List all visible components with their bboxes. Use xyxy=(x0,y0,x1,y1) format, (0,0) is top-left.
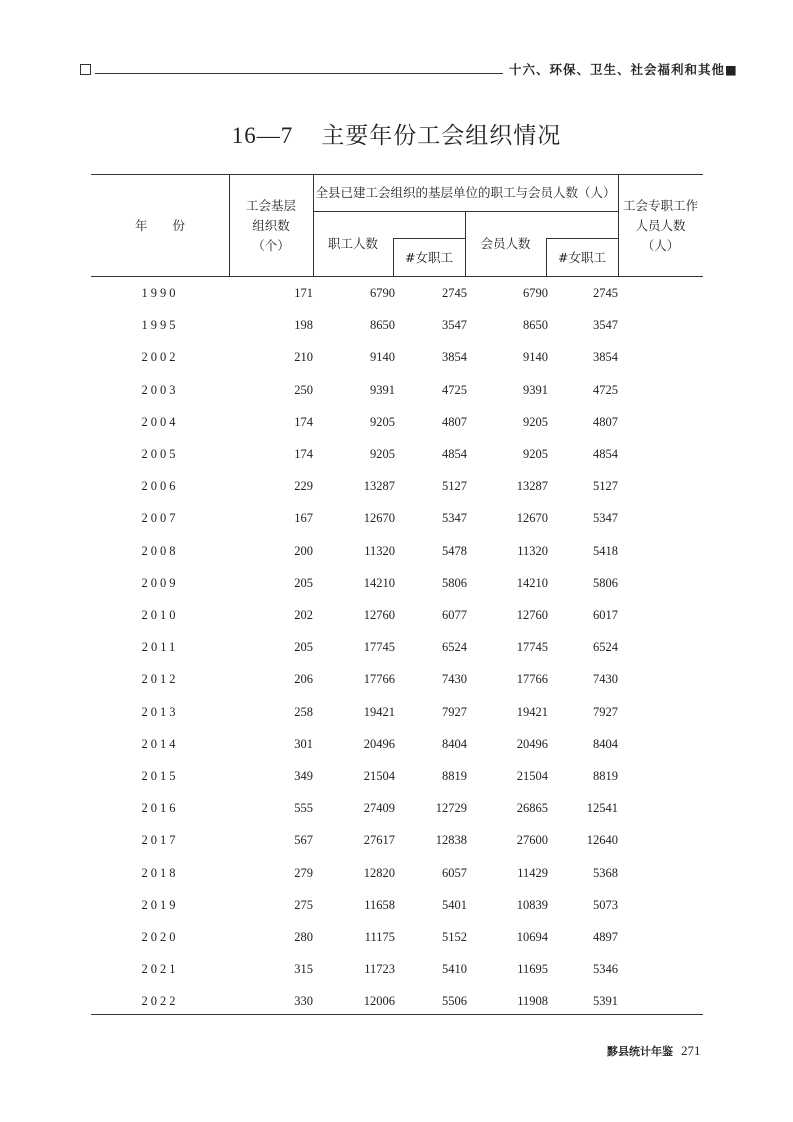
table-row xyxy=(91,476,703,496)
cell-female-members: 5806 xyxy=(593,575,618,590)
cell-members: 9140 xyxy=(523,350,548,365)
cell-female-employees: 6057 xyxy=(442,865,467,880)
cell-members: 21504 xyxy=(516,769,548,783)
cell-members: 9391 xyxy=(523,382,548,397)
header-staff-line: 工会专职工作 xyxy=(622,198,698,213)
cell-members: 10694 xyxy=(516,930,548,944)
cell-employees: 20496 xyxy=(363,736,395,751)
cell-employees: 12006 xyxy=(363,994,395,1009)
header-female-employees: #女职工 xyxy=(405,250,453,265)
cell-employees: 8650 xyxy=(370,318,395,333)
cell-female-members: 2745 xyxy=(593,286,618,300)
cell-orgs: 279 xyxy=(294,865,313,880)
cell-female-employees: 5806 xyxy=(442,575,467,590)
cell-female-members: 6524 xyxy=(593,640,618,655)
cell-employees: 11723 xyxy=(364,962,395,977)
cell-orgs: 330 xyxy=(294,994,313,1009)
cell-employees: 11658 xyxy=(364,897,395,912)
cell-year: 2006 xyxy=(141,479,179,494)
cell-orgs: 200 xyxy=(294,543,313,558)
table-row xyxy=(91,444,703,464)
cell-orgs: 275 xyxy=(294,897,313,912)
cell-employees: 9205 xyxy=(370,414,395,429)
cell-orgs: 174 xyxy=(294,447,313,461)
cell-female-members: 4897 xyxy=(593,930,618,944)
book-name: 黟县统计年鉴 xyxy=(607,1045,673,1058)
table-row xyxy=(91,669,703,689)
cell-female-employees: 5506 xyxy=(442,994,467,1009)
cell-year: 2014 xyxy=(141,736,179,751)
table-row xyxy=(91,991,703,1011)
header-group: 全县已建工会组织的基层单位的职工与会员人数（人） xyxy=(315,185,616,200)
cell-employees: 14210 xyxy=(363,575,395,590)
table-row xyxy=(91,283,703,303)
cell-orgs: 349 xyxy=(294,769,313,783)
cell-employees: 27409 xyxy=(363,801,395,816)
cell-employees: 27617 xyxy=(363,833,395,848)
table-row xyxy=(91,541,703,561)
cell-members: 10839 xyxy=(516,897,548,912)
cell-female-employees: 12838 xyxy=(435,833,467,848)
table-bottom-rule xyxy=(91,1014,703,1015)
header-rule xyxy=(95,73,503,74)
cell-employees: 11320 xyxy=(364,543,395,558)
table-row xyxy=(91,734,703,754)
cell-year: 2003 xyxy=(141,382,179,397)
cell-female-employees: 12729 xyxy=(435,801,467,816)
header-orgs-line: 组织数 xyxy=(252,218,290,233)
cell-members: 13287 xyxy=(516,479,548,494)
cell-female-employees: 7430 xyxy=(442,672,467,687)
page-number: 271 xyxy=(681,1043,701,1058)
cell-female-members: 5418 xyxy=(593,543,618,558)
table-row xyxy=(91,573,703,593)
cell-female-members: 3547 xyxy=(593,318,618,333)
cell-female-employees: 3547 xyxy=(442,318,467,333)
cell-female-members: 7430 xyxy=(593,672,618,687)
cell-employees: 12820 xyxy=(363,865,395,880)
cell-year: 1990 xyxy=(141,286,179,300)
cell-members: 17745 xyxy=(516,640,548,655)
table-row xyxy=(91,508,703,528)
cell-orgs: 210 xyxy=(294,350,313,365)
table-top-rule xyxy=(91,174,703,175)
cell-female-members: 12640 xyxy=(586,833,618,848)
cell-members: 19421 xyxy=(516,704,548,719)
header-staff xyxy=(618,196,703,256)
cell-members: 11320 xyxy=(517,543,548,558)
cell-orgs: 555 xyxy=(294,801,313,816)
header-staff-line: 人员人数 xyxy=(635,218,686,233)
cell-members: 17766 xyxy=(516,672,548,687)
page-footer xyxy=(607,1043,701,1059)
cell-female-employees: 5347 xyxy=(442,511,467,526)
cell-female-members: 4854 xyxy=(593,447,618,461)
cell-orgs: 250 xyxy=(294,382,313,397)
cell-employees: 6790 xyxy=(370,286,395,300)
cell-year: 2019 xyxy=(141,897,179,912)
cell-female-employees: 7927 xyxy=(442,704,467,719)
table-row xyxy=(91,412,703,432)
cell-female-members: 5368 xyxy=(593,865,618,880)
cell-members: 6790 xyxy=(523,286,548,300)
cell-year: 2012 xyxy=(141,672,179,687)
cell-female-members: 5347 xyxy=(593,511,618,526)
cell-year: 2004 xyxy=(141,414,179,429)
header-orgs xyxy=(229,196,313,256)
cell-employees: 17745 xyxy=(363,640,395,655)
cell-members: 11695 xyxy=(517,962,548,977)
cell-members: 27600 xyxy=(516,833,548,848)
cell-year: 2010 xyxy=(141,608,179,622)
header-orgs-line: （个） xyxy=(252,238,290,253)
cell-employees: 9140 xyxy=(370,350,395,365)
cell-female-employees: 6524 xyxy=(442,640,467,655)
table-row xyxy=(91,605,703,625)
cell-year: 2017 xyxy=(141,833,179,848)
header-square-icon xyxy=(80,64,91,75)
cell-members: 12670 xyxy=(516,511,548,526)
table-header-rule xyxy=(91,276,703,277)
header-staff-line: （人） xyxy=(641,238,680,253)
cell-employees: 12670 xyxy=(363,511,395,526)
cell-female-employees: 8404 xyxy=(442,736,467,751)
page-title xyxy=(0,117,793,150)
cell-orgs: 206 xyxy=(294,672,313,687)
cell-year: 2009 xyxy=(141,575,179,590)
cell-orgs: 198 xyxy=(294,318,313,333)
table-row xyxy=(91,766,703,786)
cell-female-members: 6017 xyxy=(593,608,618,622)
table-row xyxy=(91,315,703,335)
cell-members: 11908 xyxy=(517,994,548,1009)
cell-employees: 13287 xyxy=(363,479,395,494)
cell-orgs: 174 xyxy=(294,414,313,429)
cell-year: 2015 xyxy=(141,769,179,783)
cell-members: 14210 xyxy=(516,575,548,590)
cell-orgs: 229 xyxy=(294,479,313,494)
cell-year: 2021 xyxy=(141,962,179,977)
cell-female-employees: 6077 xyxy=(442,608,467,622)
table-row xyxy=(91,895,703,915)
header-divider xyxy=(546,238,618,239)
cell-members: 26865 xyxy=(516,801,548,816)
table-row xyxy=(91,702,703,722)
cell-female-members: 7927 xyxy=(593,704,618,719)
cell-orgs: 171 xyxy=(294,286,313,300)
cell-year: 2002 xyxy=(141,350,179,365)
header-year: 年 份 xyxy=(134,218,185,233)
section-header: 十六、环保、卫生、社会福利和其他■ xyxy=(509,62,738,77)
cell-female-employees: 2745 xyxy=(442,286,467,300)
cell-year: 2011 xyxy=(141,640,179,655)
cell-female-members: 4725 xyxy=(593,382,618,397)
table-row xyxy=(91,380,703,400)
header-orgs-line: 工会基层 xyxy=(245,198,296,213)
cell-orgs: 205 xyxy=(294,575,313,590)
cell-year: 2008 xyxy=(141,543,179,558)
cell-female-employees: 5152 xyxy=(442,930,467,944)
table-row xyxy=(91,798,703,818)
cell-members: 8650 xyxy=(523,318,548,333)
cell-female-members: 8819 xyxy=(593,769,618,783)
table-row xyxy=(91,347,703,367)
header-divider xyxy=(393,238,465,239)
table-row xyxy=(91,927,703,947)
cell-female-members: 8404 xyxy=(593,736,618,751)
cell-orgs: 280 xyxy=(294,930,313,944)
cell-female-members: 5391 xyxy=(593,994,618,1009)
cell-members: 11429 xyxy=(517,865,548,880)
cell-year: 2016 xyxy=(141,801,179,816)
cell-year: 2020 xyxy=(141,930,179,944)
table-row xyxy=(91,830,703,850)
cell-orgs: 258 xyxy=(294,704,313,719)
table-row xyxy=(91,959,703,979)
cell-female-members: 5127 xyxy=(593,479,618,494)
cell-female-employees: 5127 xyxy=(442,479,467,494)
cell-members: 12760 xyxy=(516,608,548,622)
cell-female-employees: 8819 xyxy=(442,769,467,783)
cell-orgs: 167 xyxy=(294,511,313,526)
cell-year: 1995 xyxy=(141,318,179,333)
header-employees: 职工人数 xyxy=(327,236,378,251)
cell-orgs: 202 xyxy=(294,608,313,622)
header-female-members: #女职工 xyxy=(558,250,606,265)
cell-orgs: 301 xyxy=(294,736,313,751)
cell-female-employees: 4807 xyxy=(442,414,467,429)
cell-orgs: 567 xyxy=(294,833,313,848)
cell-female-members: 3854 xyxy=(593,350,618,365)
cell-employees: 9391 xyxy=(370,382,395,397)
cell-female-members: 12541 xyxy=(586,801,618,816)
table-title: 主要年份工会组织情况 xyxy=(321,123,562,149)
cell-members: 9205 xyxy=(523,447,548,461)
cell-members: 9205 xyxy=(523,414,548,429)
table-row xyxy=(91,637,703,657)
cell-female-employees: 5401 xyxy=(442,897,467,912)
table-row xyxy=(91,863,703,883)
cell-female-employees: 4725 xyxy=(442,382,467,397)
cell-employees: 21504 xyxy=(363,769,395,783)
cell-orgs: 205 xyxy=(294,640,313,655)
cell-employees: 17766 xyxy=(363,672,395,687)
cell-employees: 19421 xyxy=(363,704,395,719)
cell-female-employees: 5478 xyxy=(442,543,467,558)
cell-female-members: 4807 xyxy=(593,414,618,429)
cell-employees: 11175 xyxy=(364,930,395,944)
cell-year: 2018 xyxy=(141,865,179,880)
cell-female-employees: 4854 xyxy=(442,447,467,461)
cell-female-members: 5346 xyxy=(593,962,618,977)
cell-female-employees: 5410 xyxy=(442,962,467,977)
cell-year: 2013 xyxy=(141,704,179,719)
cell-female-employees: 3854 xyxy=(442,350,467,365)
cell-employees: 12760 xyxy=(363,608,395,622)
cell-employees: 9205 xyxy=(370,447,395,461)
header-members: 会员人数 xyxy=(480,236,531,251)
cell-members: 20496 xyxy=(516,736,548,751)
cell-female-members: 5073 xyxy=(593,897,618,912)
cell-year: 2007 xyxy=(141,511,179,526)
table-number: 16—7 xyxy=(231,123,294,148)
cell-year: 2022 xyxy=(141,994,179,1009)
cell-year: 2005 xyxy=(141,447,179,461)
cell-orgs: 315 xyxy=(294,962,313,977)
